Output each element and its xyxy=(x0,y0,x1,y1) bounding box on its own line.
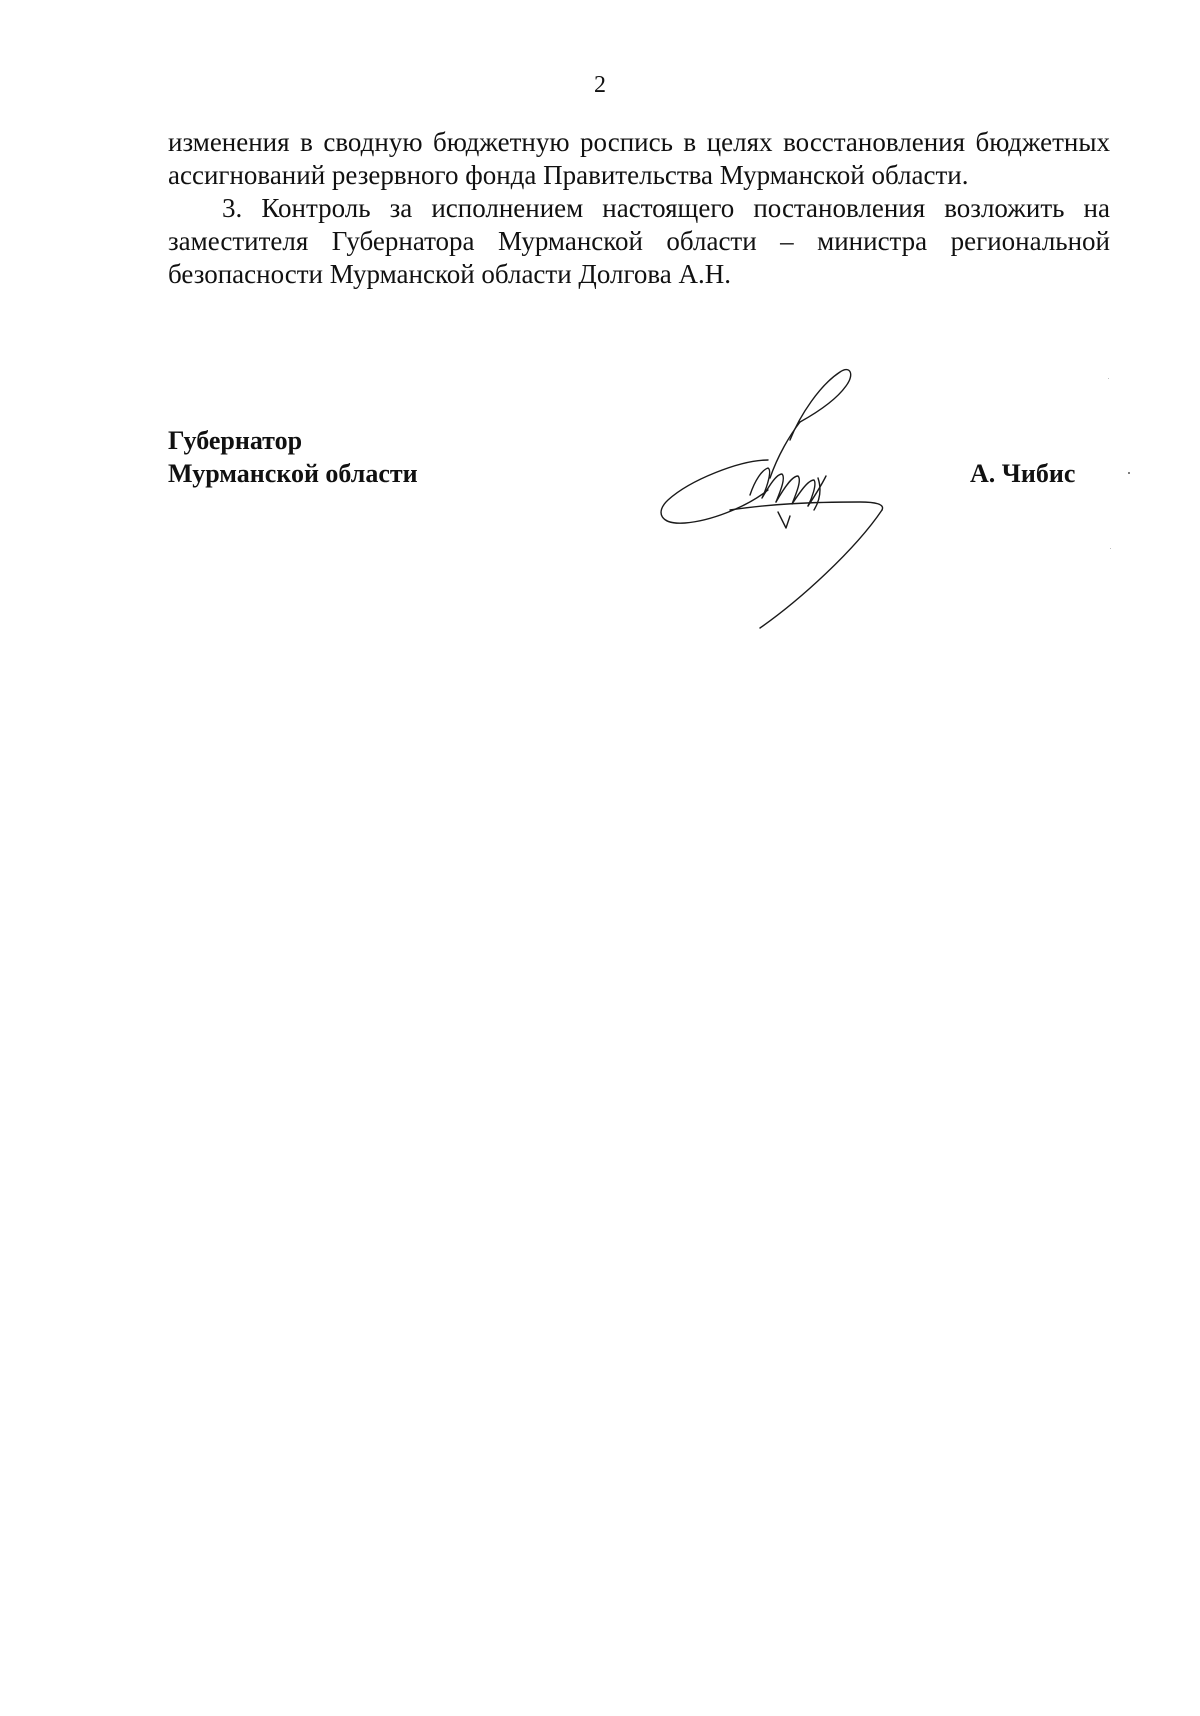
paragraph-3: 3. Контроль за исполнением настоящего постановления возложить на заместителя Губернатора Мурманской области – министра региональной безопасности Мурманской области Долгова А.Н. xyxy=(168,193,1110,289)
page-number: 2 xyxy=(594,72,606,98)
handwritten-signature xyxy=(650,360,930,630)
signer-title-line-1: Губернатор xyxy=(168,426,303,455)
signer-title xyxy=(168,424,418,490)
scan-speck xyxy=(1110,548,1111,549)
paragraph-continuation: изменения в сводную бюджетную роспись в целях восстановления бюджетных ассигнований резервного фонда Правительства Мурманской области. xyxy=(168,127,1110,190)
signer-name: А. Чибис xyxy=(970,459,1076,488)
signer-title-line-2: Мурманской области xyxy=(168,459,418,488)
scan-speck xyxy=(1128,472,1130,474)
scan-speck xyxy=(1108,378,1109,379)
document-body xyxy=(168,126,1110,291)
